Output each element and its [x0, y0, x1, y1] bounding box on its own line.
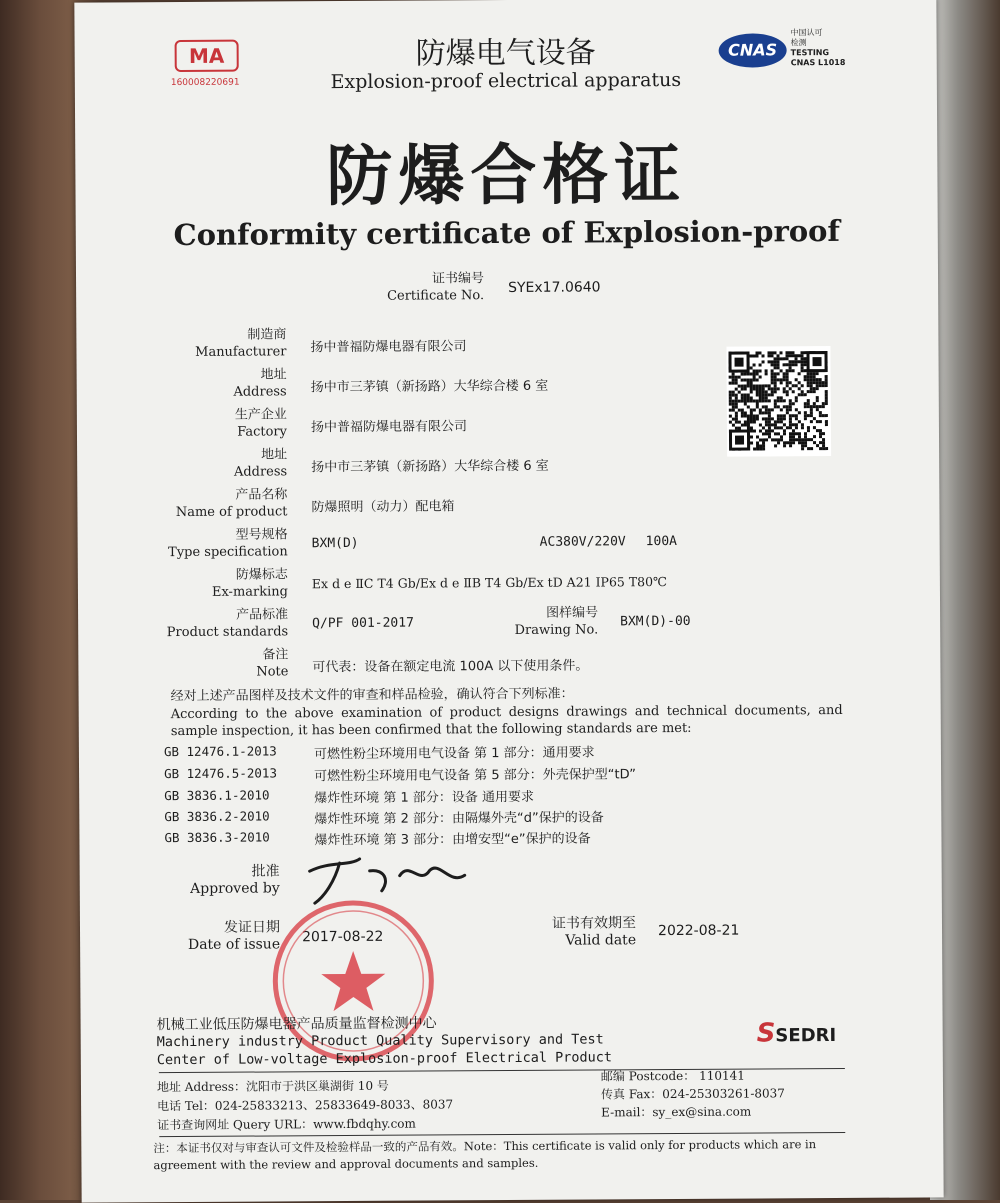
label-valid-date: 证书有效期至 Valid date	[551, 915, 637, 949]
certificate-title-cn: 防爆合格证	[326, 135, 687, 216]
label-approved-by: 批准 Approved by	[190, 863, 280, 897]
label-product-name: 产品名称 Name of product	[175, 487, 288, 521]
certificate-paper	[74, 0, 943, 1203]
label-type-spec: 型号规格 Type specification	[168, 527, 288, 561]
value-factory: 扬中普福防爆电器有限公司	[310, 419, 468, 436]
standard-code: GB 12476.5-2013	[164, 765, 277, 782]
standard-name: 爆炸性环境 第 2 部分：由隔爆外壳“d”保护的设备	[314, 810, 604, 828]
issuer-name-cn: 机械工业低压防爆电器产品质量监督检测中心	[156, 1015, 437, 1034]
label-factory: 生产企业 Factory	[234, 407, 288, 440]
contact-tel: 电话 Tel：024-25833213、25833649-8033、8037	[157, 1097, 454, 1114]
sedri-logo: SSEDRI	[756, 1018, 837, 1049]
ma-number: 160008220691	[170, 77, 240, 89]
header-title-cn: 防爆电气设备	[415, 35, 596, 72]
value-model: BXM(D)	[311, 535, 359, 552]
footnote-line-1: 注：本证书仅对与审查认可文件及检验样品一致的产品有效。Note：This certificate is valid only for products which are in	[153, 1137, 817, 1156]
contact-address: 地址 Address：沈阳市于洪区巢湖街 10 号	[156, 1078, 389, 1095]
value-manufacturer: 扬中普福防爆电器有限公司	[310, 339, 467, 356]
statement-en: According to the above examination of product designs drawings and technical documents, and sample inspection, it has been confirmed that the following standards are met:	[170, 702, 843, 740]
value-current: 100A	[645, 533, 678, 550]
value-note: 可代表：设备在额定电流 100A 以下使用条件。	[312, 658, 589, 676]
label-factory-address: 地址 Address	[233, 447, 288, 480]
standard-name: 可燃性粉尘环境用电气设备 第 1 部分：通用要求	[313, 745, 595, 763]
standard-name: 可燃性粉尘环境用电气设备 第 5 部分：外壳保护型“tD”	[314, 767, 637, 785]
statement-cn: 经对上述产品图样及技术文件的审查和样品检验，确认符合下列标准：	[170, 686, 574, 705]
contact-fax: 传真 Fax：024-25303261-8037	[600, 1086, 785, 1102]
value-product-standards: Q/PF 001-2017	[312, 615, 414, 632]
label-manufacturer: 制造商 Manufacturer	[195, 327, 287, 360]
cert-number-label: 证书编号 Certificate No.	[387, 271, 485, 304]
qr-code	[726, 346, 831, 457]
contact-email: E-mail：sy_ex@sina.com	[601, 1104, 752, 1120]
cnas-text: 中国认可 检测 TESTING CNAS L1018	[790, 28, 846, 68]
standard-code: GB 3836.2-2010	[164, 808, 270, 825]
issuer-name-en-1: Machinery industry Product Quality Supervisory and Test	[156, 1031, 604, 1051]
value-voltage: AC380V/220V	[539, 534, 626, 550]
label-product-standards: 产品标准 Product standards	[166, 607, 289, 641]
issue-date: 2017-08-22	[302, 928, 384, 946]
standard-code: GB 12476.1-2013	[163, 743, 277, 760]
value-drawing-no: BXM(D)-00	[620, 613, 691, 630]
standard-code: GB 3836.3-2010	[164, 829, 270, 846]
issuer-name-en-2: Center of Low-voltage Explosion-proof Electrical Product	[156, 1049, 613, 1069]
label-drawing-no: 图样编号 Drawing No.	[514, 605, 599, 638]
footnote-line-2: agreement with the review and approval documents and samples.	[153, 1155, 539, 1173]
value-factory-address: 扬中市三茅镇（新扬路）大华综合楼 6 室	[311, 458, 549, 476]
standard-name: 爆炸性环境 第 3 部分：由增安型“e”保护的设备	[314, 831, 591, 849]
valid-date: 2022-08-21	[657, 922, 740, 940]
certificate-title-en: Conformity certificate of Explosion-proof	[173, 213, 841, 253]
label-ex-marking: 防爆标志 Ex-marking	[211, 567, 288, 600]
contact-postcode: 邮编 Postcode： 110141	[600, 1068, 745, 1084]
header-title-en: Explosion-proof electrical apparatus	[330, 68, 682, 94]
cnas-logo: CNAS	[719, 33, 787, 67]
value-product-name: 防爆照明（动力）配电箱	[311, 499, 455, 516]
contact-query-url: 证书查询网址 Query URL：www.fbdqhy.com	[157, 1116, 416, 1133]
standard-name: 爆炸性环境 第 1 部分：设备 通用要求	[314, 789, 535, 807]
label-address: 地址 Address	[233, 367, 287, 400]
ma-logo: MA	[175, 40, 239, 72]
label-date-of-issue: 发证日期 Date of issue	[187, 919, 281, 953]
value-address: 扬中市三茅镇（新扬路）大华综合楼 6 室	[310, 378, 549, 396]
value-ex-marking: Ex d e ⅡC T4 Gb/Ex d e ⅡB T4 Gb/Ex tD A21 IP65 T80℃	[311, 574, 668, 592]
label-note: 备注 Note	[256, 647, 289, 680]
cert-number: SYEx17.0640	[508, 279, 601, 296]
standard-code: GB 3836.1-2010	[164, 787, 270, 804]
